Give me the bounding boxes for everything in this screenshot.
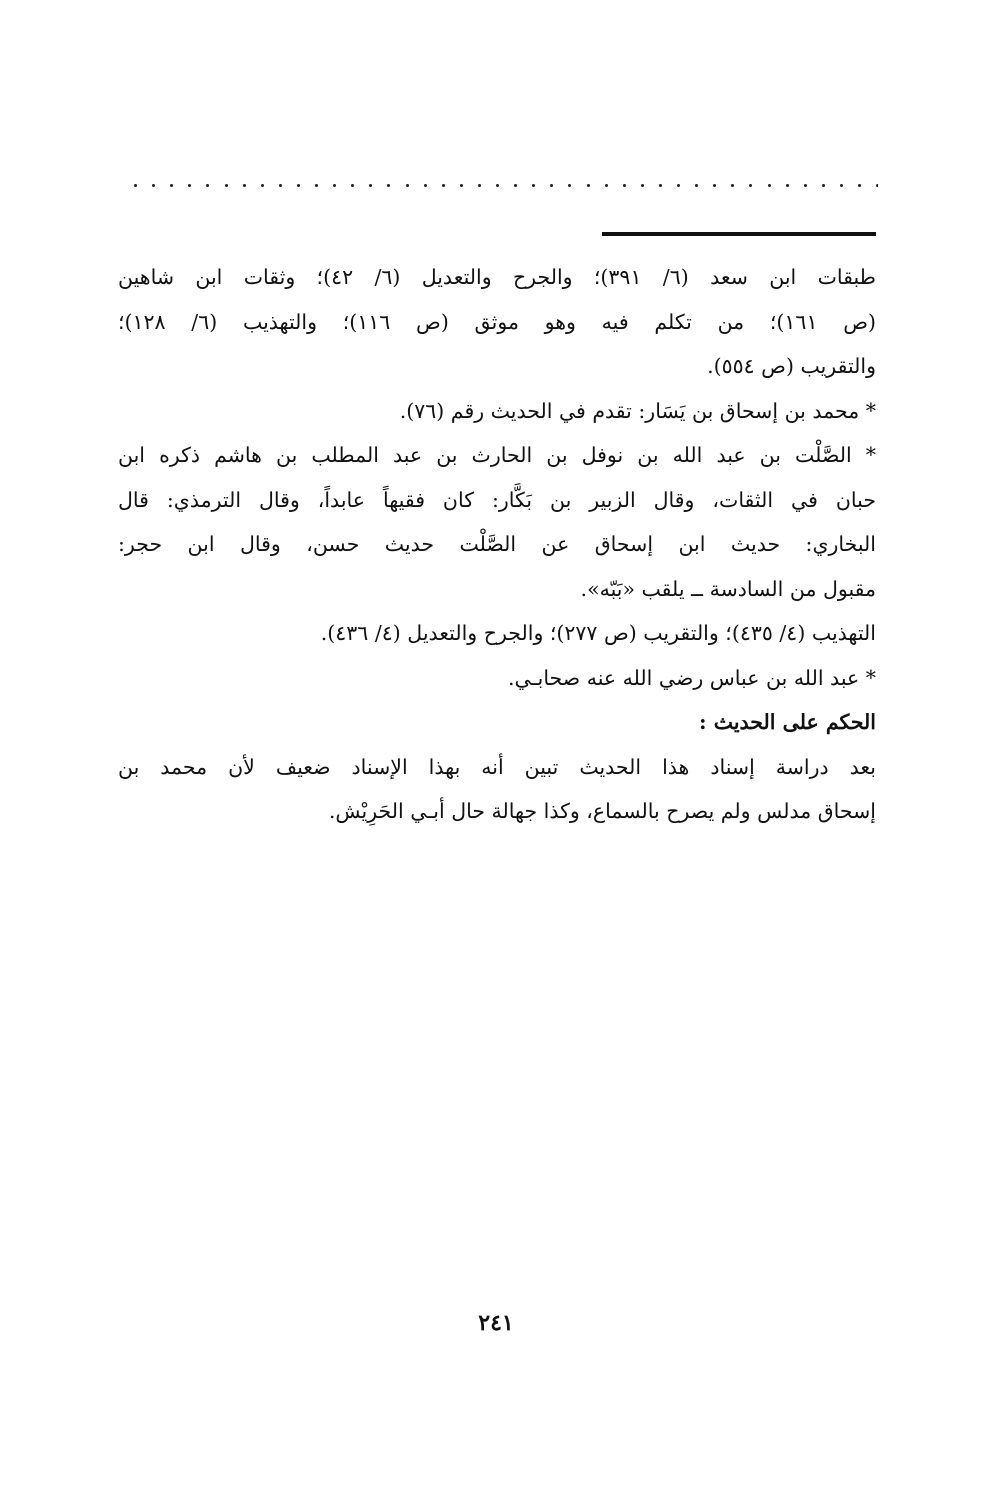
separator-dot	[858, 184, 861, 187]
footnote-text	[118, 255, 876, 834]
separator-dot	[152, 184, 155, 187]
separator-dot	[749, 184, 752, 187]
separator-dot	[333, 184, 336, 187]
separator-dot	[514, 184, 517, 187]
page-number: ٢٤١	[478, 1310, 514, 1336]
separator-dot	[731, 184, 734, 187]
separator-dot	[188, 184, 191, 187]
separator-dot	[659, 184, 662, 187]
separator-dot	[387, 184, 390, 187]
separator-dot	[568, 184, 571, 187]
narrator-entry: * عبد الله بن عباس رضي الله عنه صحابـي.	[508, 665, 876, 690]
separator-dot	[695, 184, 698, 187]
references-line: التهذيب (٤/ ٤٣٥)؛ والتقريب (ص ٢٧٧)؛ والجرح والتعديل (٤/ ٤٣٦).	[320, 621, 876, 645]
separator-dot	[840, 184, 843, 187]
text-line: طبقات ابن سعد (٦/ ٣٩١)؛ والجرح والتعديل (٦/ ٤٢)؛ وثقات ابن شاهين	[118, 265, 876, 289]
separator-dot	[206, 184, 209, 187]
separator-dot	[623, 184, 626, 187]
separator-dot	[641, 184, 644, 187]
separator-dot	[876, 184, 878, 187]
separator-dot	[804, 184, 807, 187]
text-line: البخاري: حديث ابن إسحاق عن الصَّلْت حديث حسن، وقال ابن حجر:	[118, 532, 876, 556]
separator-dot	[351, 184, 354, 187]
separator-dot	[532, 184, 535, 187]
separator-dot	[315, 184, 318, 187]
separator-dot	[605, 184, 608, 187]
separator-dot	[550, 184, 553, 187]
separator-dot	[170, 184, 173, 187]
text-line: والتقريب (ص ٥٥٤).	[707, 354, 876, 378]
separator-dot	[496, 184, 499, 187]
narrator-entry: * محمد بن إسحاق بن يَسَار: تقدم في الحديث رقم (٧٦).	[399, 398, 876, 423]
separator-dot	[768, 184, 771, 187]
separator-dot	[587, 184, 590, 187]
separator-dot	[713, 184, 716, 187]
separator-dot	[478, 184, 481, 187]
verdict-text: بعد دراسة إسناد هذا الحديث تبين أنه بهذا الإسناد ضعيف لأن محمد بن	[118, 754, 876, 779]
separator-dot	[406, 184, 409, 187]
separator-dot	[786, 184, 789, 187]
section-heading: الحكم على الحديث :	[699, 710, 876, 734]
separator-dot	[424, 184, 427, 187]
separator-dot	[677, 184, 680, 187]
separator-dot	[134, 184, 137, 187]
footnote-rule	[602, 232, 876, 236]
text-line: مقبول من السادسة ــ يلقب «بَبّه».	[580, 576, 876, 601]
narrator-entry: * الصَّلْت بن عبد الله بن نوفل بن الحارث بن عبد المطلب بن هاشم ذكره ابن	[118, 443, 876, 467]
separator-dot	[460, 184, 463, 187]
separator-dot	[243, 184, 246, 187]
dotted-separator	[130, 174, 878, 198]
separator-dot	[442, 184, 445, 187]
text-line: (ص ١٦١)؛ من تكلم فيه وهو موثق (ص ١١٦)؛ والتهذيب (٦/ ١٢٨)؛	[118, 309, 876, 334]
separator-dot	[279, 184, 282, 187]
verdict-text: إسحاق مدلس ولم يصرح بالسماع، وكذا جهالة حال أبـي الحَرِيْش.	[328, 799, 876, 823]
text-line: حبان في الثقات، وقال الزبير بن بَكَّار: كان فقيهاً عابداً، وقال الترمذي: قال	[118, 487, 876, 512]
separator-dot	[225, 184, 228, 187]
separator-dot	[261, 184, 264, 187]
separator-dot	[297, 184, 300, 187]
separator-dot	[822, 184, 825, 187]
separator-dot	[369, 184, 372, 187]
